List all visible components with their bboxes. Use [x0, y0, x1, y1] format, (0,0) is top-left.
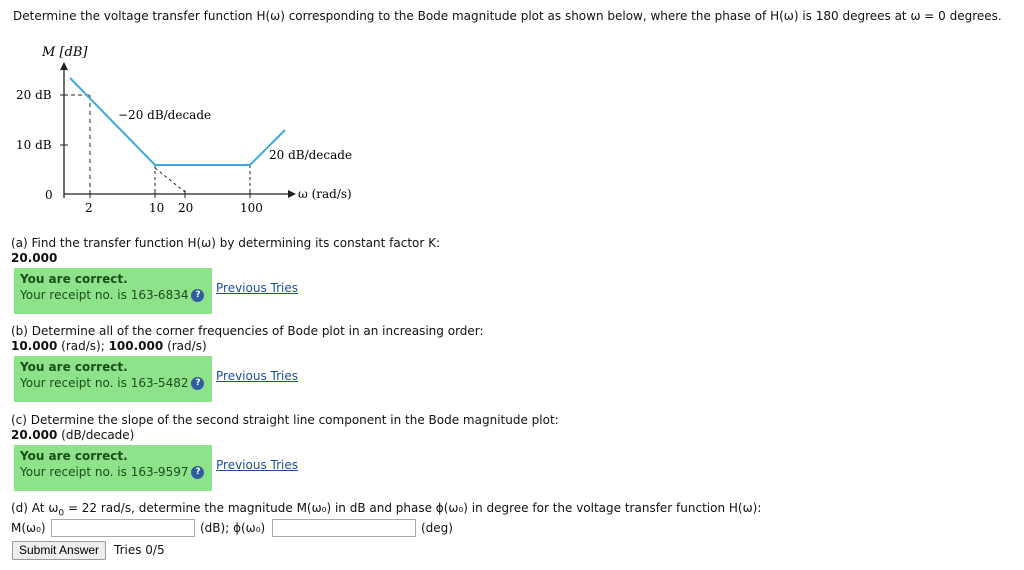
slope2-label: 20 dB/decade: [269, 148, 353, 162]
part-c-prompt: (c) Determine the slope of the second straight line component in the Bode magnitude plot:: [11, 413, 559, 427]
bode-plot: [10, 40, 370, 225]
part-c-status: You are correct.: [20, 449, 128, 463]
x-tick-2: 2: [85, 201, 93, 215]
help-icon[interactable]: ?: [191, 466, 204, 479]
part-a-previous-tries-link[interactable]: Previous Tries: [216, 281, 298, 295]
help-icon[interactable]: ?: [191, 289, 204, 302]
part-c-previous-tries-link[interactable]: Previous Tries: [216, 458, 298, 472]
part-c-answer: [11, 428, 134, 442]
x-axis-arrow: [288, 190, 296, 198]
plot-ylabel: M [dB]: [42, 45, 88, 60]
y-axis-arrow: [60, 62, 68, 70]
phi-unit: (deg): [421, 521, 453, 535]
part-a-answer: 20.000: [11, 251, 58, 265]
submit-answer-button[interactable]: Submit Answer: [12, 541, 106, 560]
part-c-receipt: Your receipt no. is 163-9597: [20, 465, 189, 479]
y-tick-0: 0: [45, 188, 53, 202]
m-unit-phi-label: (dB); ϕ(ω₀): [200, 521, 266, 535]
part-a-status: You are correct.: [20, 272, 128, 286]
part-b-unit2: (rad/s): [167, 339, 207, 353]
y-tick-20: 20 dB: [16, 88, 52, 102]
part-a-prompt: (a) Find the transfer function H(ω) by determining its constant factor K:: [11, 236, 441, 250]
part-b-answer1: 10.000: [11, 339, 58, 353]
y-tick-10: 10 dB: [16, 138, 52, 152]
part-b-unit1: (rad/s);: [61, 339, 105, 353]
phase-input[interactable]: [272, 519, 416, 537]
part-b-answer2: 100.000: [108, 339, 164, 353]
part-d-prompt-sub: 0: [58, 508, 65, 519]
part-b-answer: [11, 339, 207, 353]
x-tick-20: 20: [178, 201, 194, 215]
x-tick-10: 10: [149, 201, 165, 215]
part-a-receipt: Your receipt no. is 163-6834: [20, 288, 189, 302]
x-tick-100: 100: [240, 201, 263, 215]
x-axis-label: ω (rad/s): [298, 187, 352, 201]
part-c-answer-value: 20.000: [11, 428, 58, 442]
guide-slope: [155, 168, 185, 192]
part-a-status-box: [14, 268, 212, 314]
tries-counter: Tries 0/5: [114, 543, 165, 557]
part-d-prompt: [11, 501, 761, 518]
part-b-status-box: [14, 356, 212, 402]
help-icon[interactable]: ?: [191, 377, 204, 390]
part-b-prompt: (b) Determine all of the corner frequencies of Bode plot in an increasing order:: [11, 324, 484, 338]
question-text: Determine the voltage transfer function H(ω) corresponding to the Bode magnitude plot as shown below, where the phase of H(ω) is 180 degrees at ω = 0 degrees.: [13, 9, 1002, 23]
part-d-prompt-post: = 22 rad/s, determine the magnitude M(ω₀) in dB and phase ϕ(ω₀) in degree for the voltage transfer function H(ω):: [64, 501, 762, 515]
slope1-label: −20 dB/decade: [118, 108, 212, 122]
part-b-receipt: Your receipt no. is 163-5482: [20, 376, 189, 390]
part-b-previous-tries-link[interactable]: Previous Tries: [216, 369, 298, 383]
m-label: M(ω₀): [11, 521, 46, 535]
part-d-prompt-pre: (d) At ω: [11, 501, 59, 515]
part-c-status-box: [14, 445, 212, 491]
magnitude-input[interactable]: [51, 519, 195, 537]
part-b-status: You are correct.: [20, 360, 128, 374]
part-c-unit: (dB/decade): [61, 428, 135, 442]
